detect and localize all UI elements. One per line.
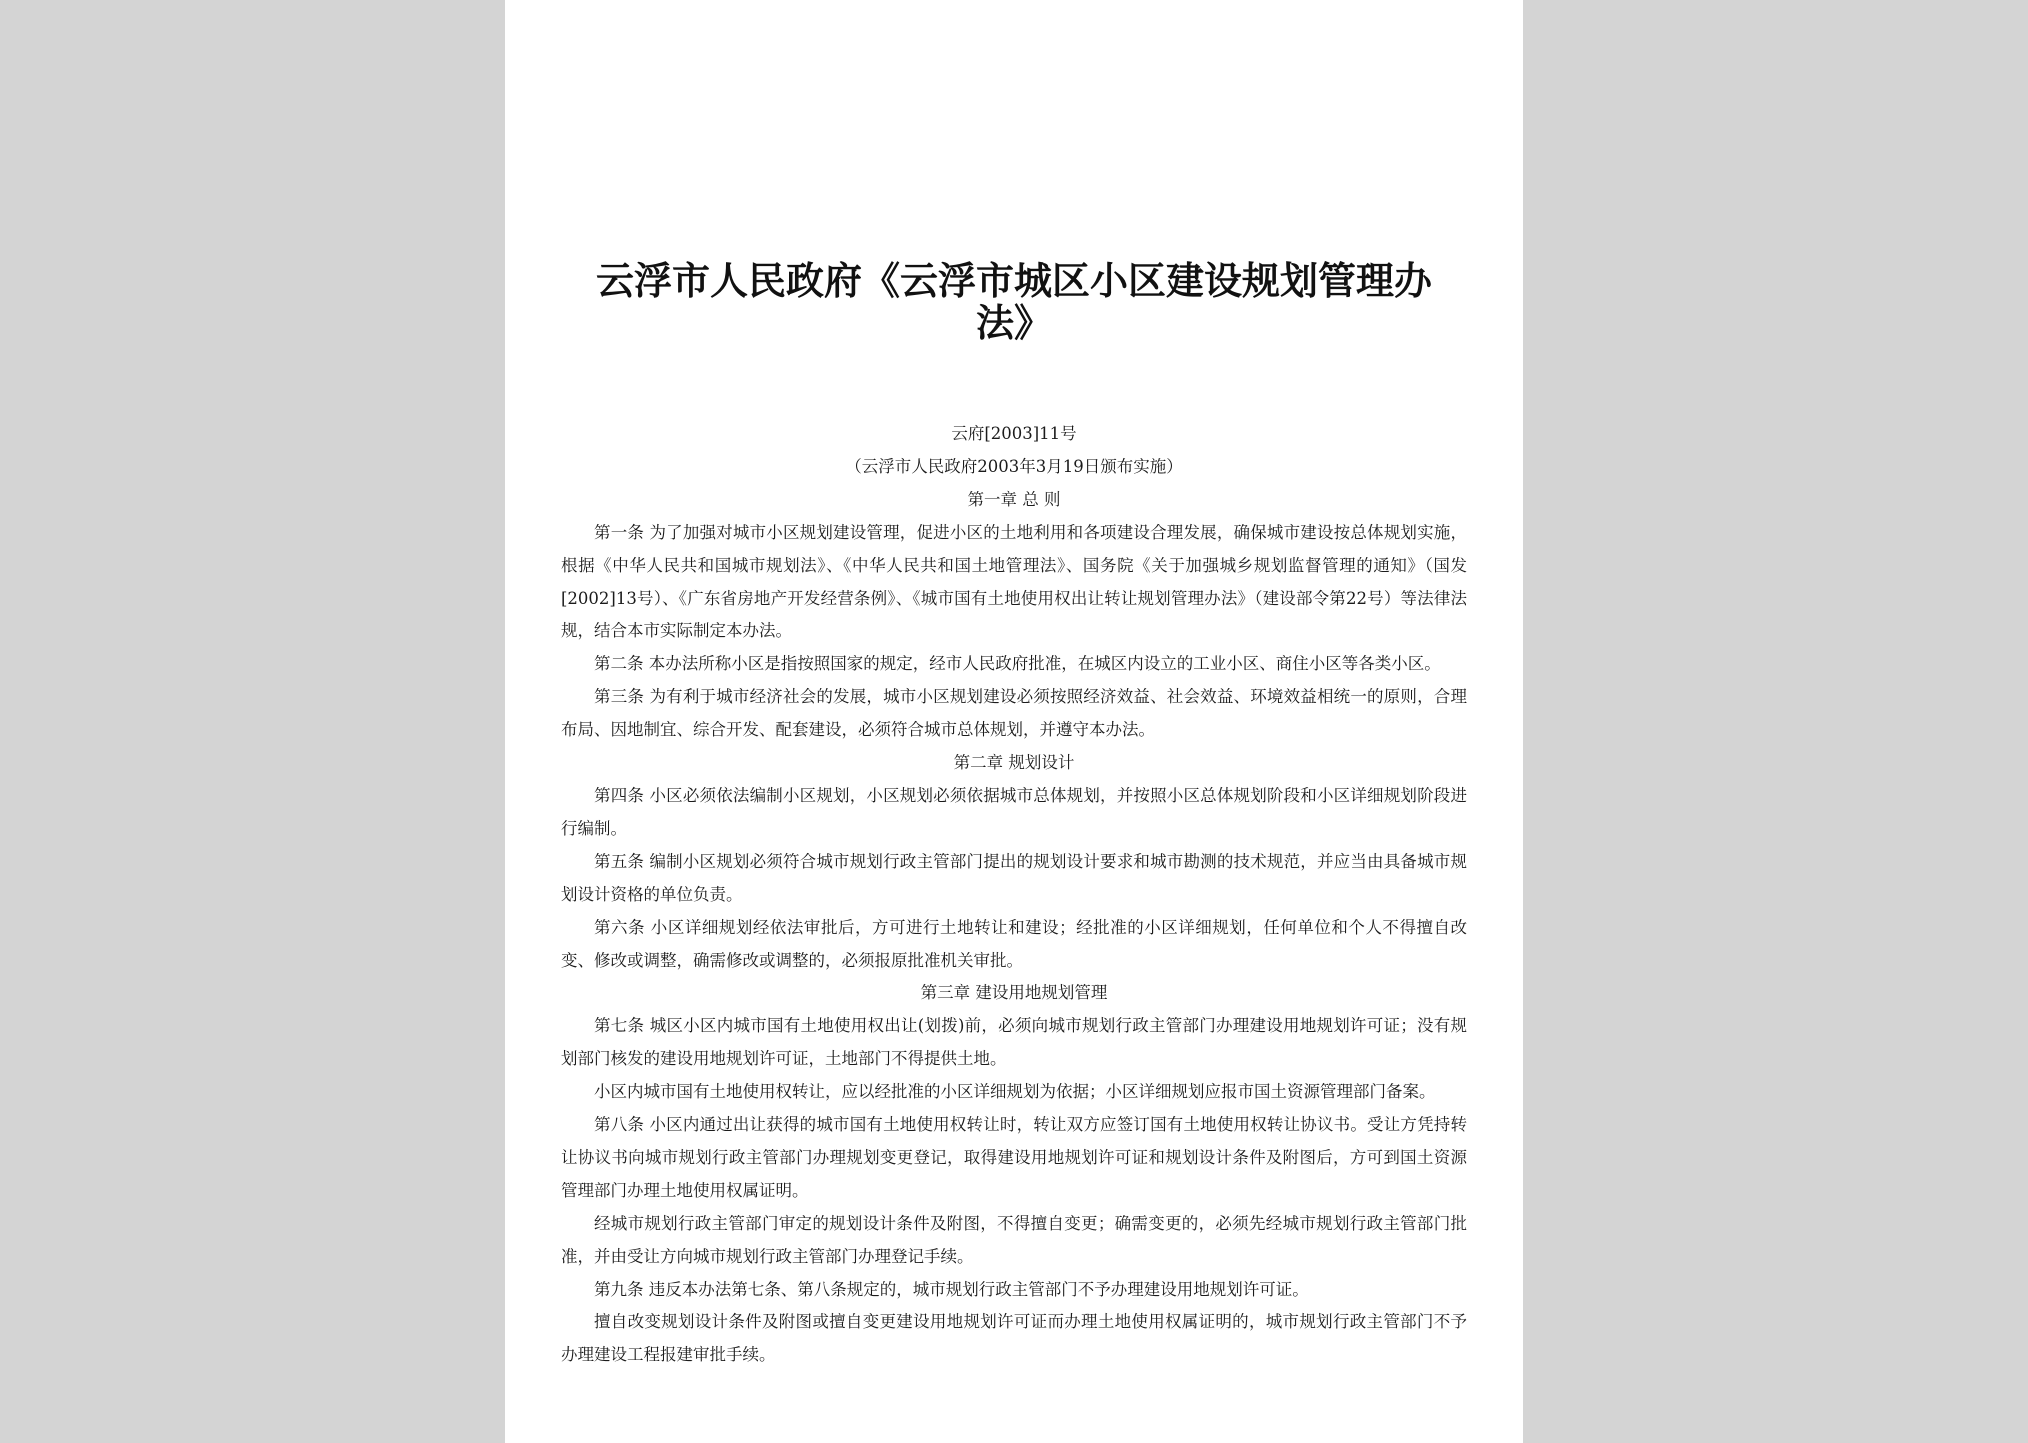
article-paragraph: 第一条 为了加强对城市小区规划建设管理，促进小区的土地利用和各项建设合理发展，确保城市建设按总体规划实施，根据《中华人民共和国城市规划法》、《中华人民共和国土地管理法》、国务院《关于加强城乡规划监督管理的通知》（国发[2002]13号）、《广东省房地产开发经营条例》、《城市国有土地使用权出让转让规划管理办法》（建设部令第22号）等法律法规，结合本市实际制定本办法。 bbox=[561, 522, 1467, 641]
article-paragraph: 第七条 城区小区内城市国有土地使用权出让(划拨)前，必须向城市规划行政主管部门办理建设用地规划许可证；没有规划部门核发的建设用地规划许可证，土地部门不得提供土地。 bbox=[561, 1016, 1467, 1069]
document-body bbox=[561, 418, 1467, 1372]
article-paragraph: 第四条 小区必须依法编制小区规划，小区规划必须依据城市总体规划，并按照小区总体规划阶段和小区详细规划阶段进行编制。 bbox=[561, 785, 1467, 838]
article-paragraph: 第六条 小区详细规划经依法审批后，方可进行土地转让和建设；经批准的小区详细规划，任何单位和个人不得擅自改变、修改或调整，确需修改或调整的，必须报原批准机关审批。 bbox=[561, 917, 1467, 970]
article-paragraph: 第三条 为有利于城市经济社会的发展，城市小区规划建设必须按照经济效益、社会效益、环境效益相统一的原则，合理布局、因地制宜、综合开发、配套建设，必须符合城市总体规划，并遵守本办法。 bbox=[561, 687, 1467, 740]
article-paragraph: 经城市规划行政主管部门审定的规划设计条件及附图，不得擅自变更；确需变更的，必须先经城市规划行政主管部门批准，并由受让方向城市规划行政主管部门办理登记手续。 bbox=[561, 1213, 1467, 1266]
article-paragraph: 第九条 违反本办法第七条、第八条规定的，城市规划行政主管部门不予办理建设用地规划许可证。 bbox=[594, 1279, 1309, 1299]
document-title: 云浮市人民政府《云浮市城区小区建设规划管理办法》 bbox=[595, 258, 1432, 345]
doc-number: 云府[2003]11号 bbox=[951, 424, 1077, 443]
article-paragraph: 第八条 小区内通过出让获得的城市国有土地使用权转让时，转让双方应签订国有土地使用权转让协议书。受让方凭持转让协议书向城市规划行政主管部门办理规划变更登记，取得建设用地规划许可证和规划设计条件及附图后，方可到国土资源管理部门办理土地使用权属证明。 bbox=[561, 1115, 1467, 1200]
chapter-heading: 第二章 规划设计 bbox=[953, 753, 1075, 773]
document-page bbox=[505, 0, 1523, 1443]
article-paragraph: 第五条 编制小区规划必须符合城市规划行政主管部门提出的规划设计要求和城市勘测的技术规范，并应当由具备城市规划设计资格的单位负责。 bbox=[561, 851, 1467, 904]
chapter-heading: 第一章 总 则 bbox=[967, 489, 1061, 509]
article-paragraph: 小区内城市国有土地使用权转让，应以经批准的小区详细规划为依据；小区详细规划应报市国土资源管理部门备案。 bbox=[594, 1082, 1436, 1102]
article-paragraph: 擅自改变规划设计条件及附图或擅自变更建设用地规划许可证而办理土地使用权属证明的，城市规划行政主管部门不予办理建设工程报建审批手续。 bbox=[561, 1312, 1467, 1365]
chapter-heading: 第三章 建设用地规划管理 bbox=[920, 983, 1108, 1003]
article-paragraph: 第二条 本办法所称小区是指按照国家的规定，经市人民政府批准，在城区内设立的工业小区、商住小区等各类小区。 bbox=[594, 654, 1441, 674]
issue-note: （云浮市人民政府2003年3月19日颁布实施） bbox=[845, 456, 1183, 476]
